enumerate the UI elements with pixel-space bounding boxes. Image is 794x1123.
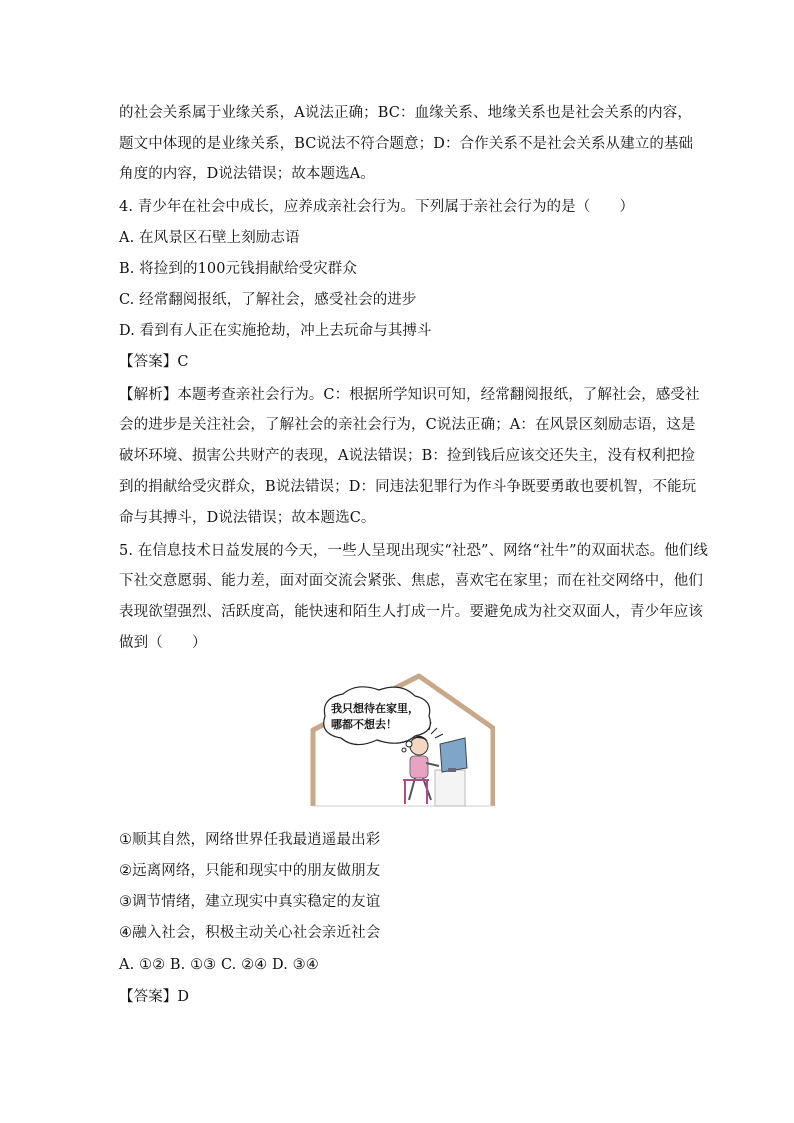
question-4-analysis-line: 命与其搏斗，D说法错误；故本题选C。	[119, 510, 376, 526]
question-4-analysis-line: 破坏环境、损害公共财产的表现，A说法错误；B：捡到钱后应该交还失主，没有权利把捡	[119, 448, 696, 464]
thought-dot	[402, 748, 406, 752]
monitor-stand	[448, 768, 456, 772]
person-body	[410, 756, 428, 778]
question-4-analysis-line: 【解析】本题考查亲社会行为。C：根据所学知识可知，经常翻阅报纸，了解社会，感受社	[119, 387, 700, 403]
question-4-analysis-line: 会的进步是关注社会，了解社会的亲社会行为，C说法正确；A：在风景区刻励志语，这是	[119, 417, 696, 433]
question-5-stem-line: 做到（ ）	[119, 635, 207, 651]
question-5-item-4: ④融入社会，积极主动关心社会亲近社会	[119, 925, 381, 941]
question-5-item-1: ①顺其自然，网络世界任我最逍遥最出彩	[119, 832, 381, 848]
question-4-option-a: A. 在风景区石壁上刻励志语	[119, 230, 300, 246]
paragraph-line: 角度的内容，D说法错误；故本题选A。	[119, 166, 375, 182]
bubble-text-line-2: 哪都不想去！	[331, 718, 397, 731]
desk	[435, 770, 465, 806]
question-4-stem: 4. 青少年在社会中成长，应养成亲社会行为。下列属于亲社会行为的是（ ）	[119, 199, 635, 215]
person-leg	[409, 778, 415, 800]
cartoon-figure	[305, 668, 495, 810]
paragraph-line: 的社会关系属于业缘关系，A说法正确；BC：血缘关系、地缘关系也是社会关系的内容，	[119, 105, 692, 121]
question-5-stem-line: 表现欲望强烈、活跃度高，能快速和陌生人打成一片。要避免成为社交双面人，青少年应该	[119, 604, 703, 620]
question-5-item-3: ③调节情绪，建立现实中真实稳定的友谊	[119, 894, 381, 910]
question-5-choices: A. ①② B. ①③ C. ②④ D. ③④	[119, 957, 319, 973]
question-5-item-2: ②远离网络，只能和现实中的朋友做朋友	[119, 863, 381, 879]
stress-lines	[429, 722, 443, 738]
question-4-option-b: B. 将捡到的100元钱捐献给受灾群众	[119, 261, 357, 277]
question-4-analysis-line: 到的捐献给受灾群众，B说法错误；D：同违法犯罪行为作斗争既要勇敢也要机智，不能玩	[119, 479, 697, 495]
thought-bubble	[324, 687, 431, 745]
thought-dot	[406, 741, 412, 747]
question-5-stem-line: 5. 在信息技术日益发展的今天，一些人呈现出现实“社恐”、网络“社牛”的双面状态。他们线	[119, 543, 708, 559]
question-5-answer: 【答案】D	[119, 989, 190, 1005]
monitor	[440, 738, 467, 772]
question-4-answer: 【答案】C	[119, 354, 189, 370]
question-4-option-c: C. 经常翻阅报纸，了解社会，感受社会的进步	[119, 292, 417, 308]
bubble-text-line-1: 我只想待在家里，	[331, 702, 419, 715]
question-5-stem-line: 下社交意愿弱、能力差，面对面交流会紧张、焦虑，喜欢宅在家里；而在社交网络中，他们	[119, 573, 703, 589]
paragraph-line: 题文中体现的是业缘关系，BC说法不符合题意；D：合作关系不是社会关系从建立的基础	[119, 136, 694, 152]
question-4-option-d: D. 看到有人正在实施抢劫，冲上去玩命与其搏斗	[119, 323, 432, 339]
